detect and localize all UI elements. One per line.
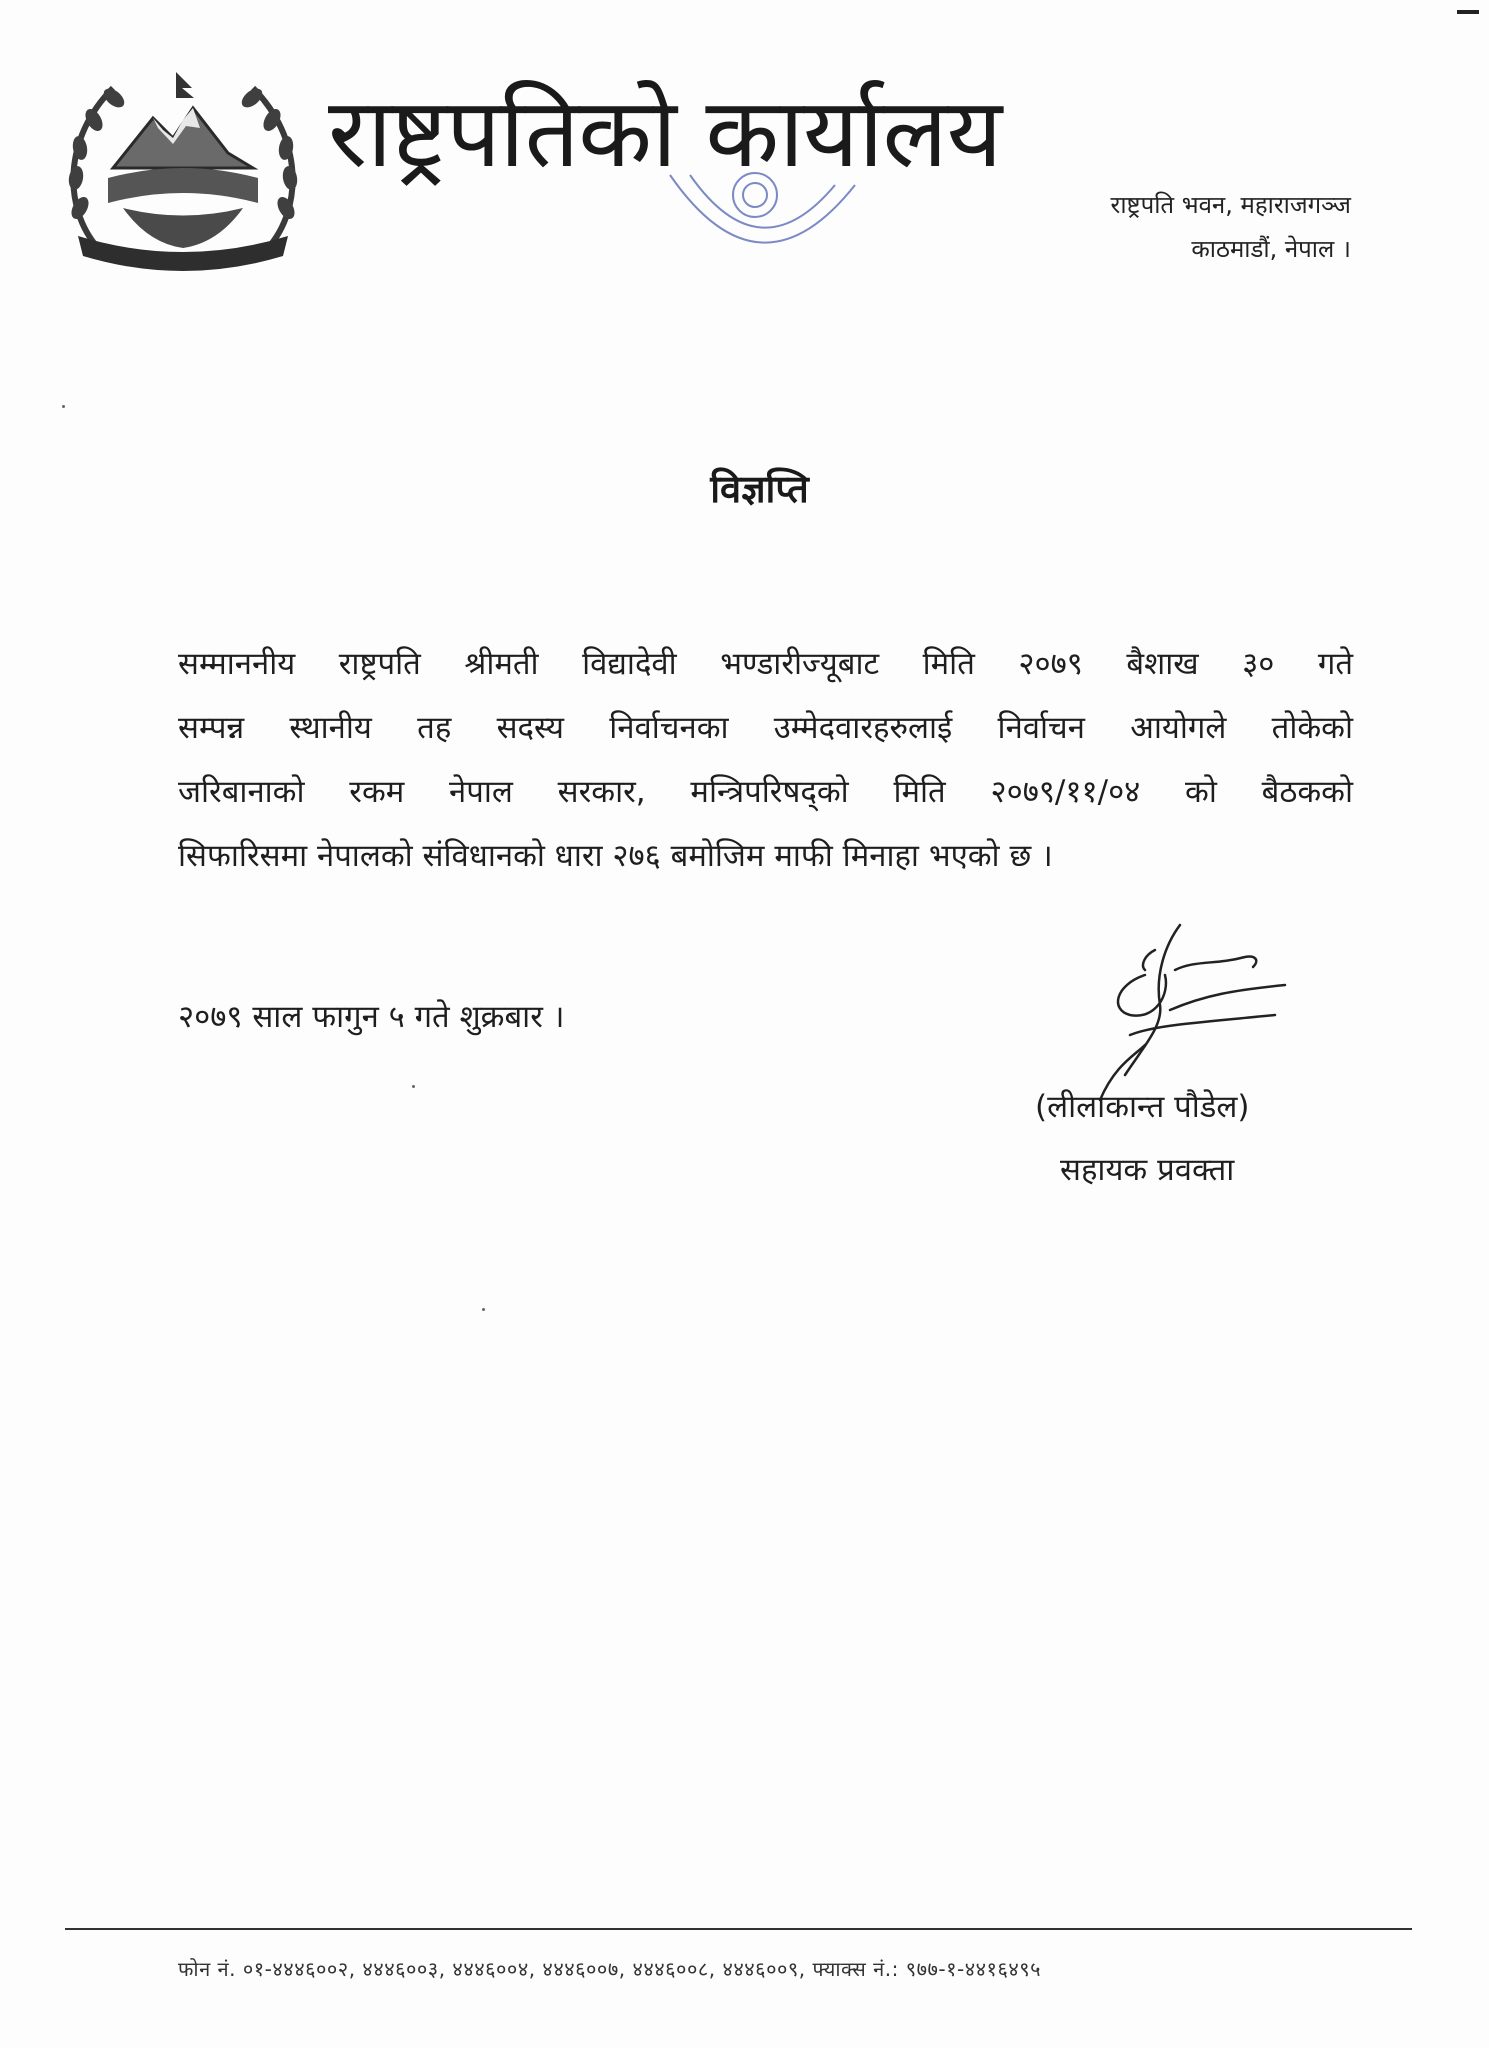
notice-date: २०७९ साल फागुन ५ गते शुक्रबार ।: [178, 999, 565, 1035]
office-title: राष्ट्रपतिको कार्यालय: [328, 77, 1002, 189]
scan-speck: [482, 1308, 485, 1311]
address-line-2: काठमाडौं, नेपाल ।: [1191, 235, 1351, 263]
office-stamp-icon: [640, 155, 880, 305]
notice-body: [178, 632, 1353, 888]
nepal-emblem-icon: [58, 58, 308, 273]
scan-speck: [62, 405, 65, 408]
office-address: [1111, 183, 1351, 271]
body-line: सम्पन्न स्थानीय तह सदस्य निर्वाचनका उम्मेदवारहरुलाई निर्वाचन आयोगले तोकेको: [178, 710, 1353, 746]
signer-name: (लीलाकान्त पौडेल): [1035, 1089, 1250, 1125]
footer-contact: फोन नं. ०१-४४४६००२, ४४४६००३, ४४४६००४, ४४४६००७, ४४४६००८, ४४४६००९, फ्याक्स नं.: ९७७-१-४४१६४९५: [178, 1957, 1042, 1981]
scan-speck: [412, 1085, 415, 1088]
body-line: सम्माननीय राष्ट्रपति श्रीमती विद्यादेवी भण्डारीज्यूबाट मिति २०७९ बैशाख ३० गते: [178, 646, 1353, 682]
handwritten-signature-icon: [1085, 915, 1315, 1105]
corner-scan-mark: [1457, 10, 1479, 14]
notice-heading: [0, 462, 1489, 514]
address-line-1: राष्ट्रपति भवन, महाराजगञ्ज: [1110, 191, 1351, 219]
body-line: जरिबानाको रकम नेपाल सरकार, मन्त्रिपरिषद्को मिति २०७९/११/०४ को बैठकको: [178, 774, 1353, 810]
signer-title: सहायक प्रवक्ता: [1060, 1152, 1235, 1188]
notice-heading-text: विज्ञप्ति: [710, 467, 809, 511]
body-line: सिफारिसमा नेपालको संविधानको धारा २७६ बमोजिम माफी मिनाहा भएको छ ।: [178, 838, 1053, 874]
footer-divider: [65, 1928, 1412, 1930]
